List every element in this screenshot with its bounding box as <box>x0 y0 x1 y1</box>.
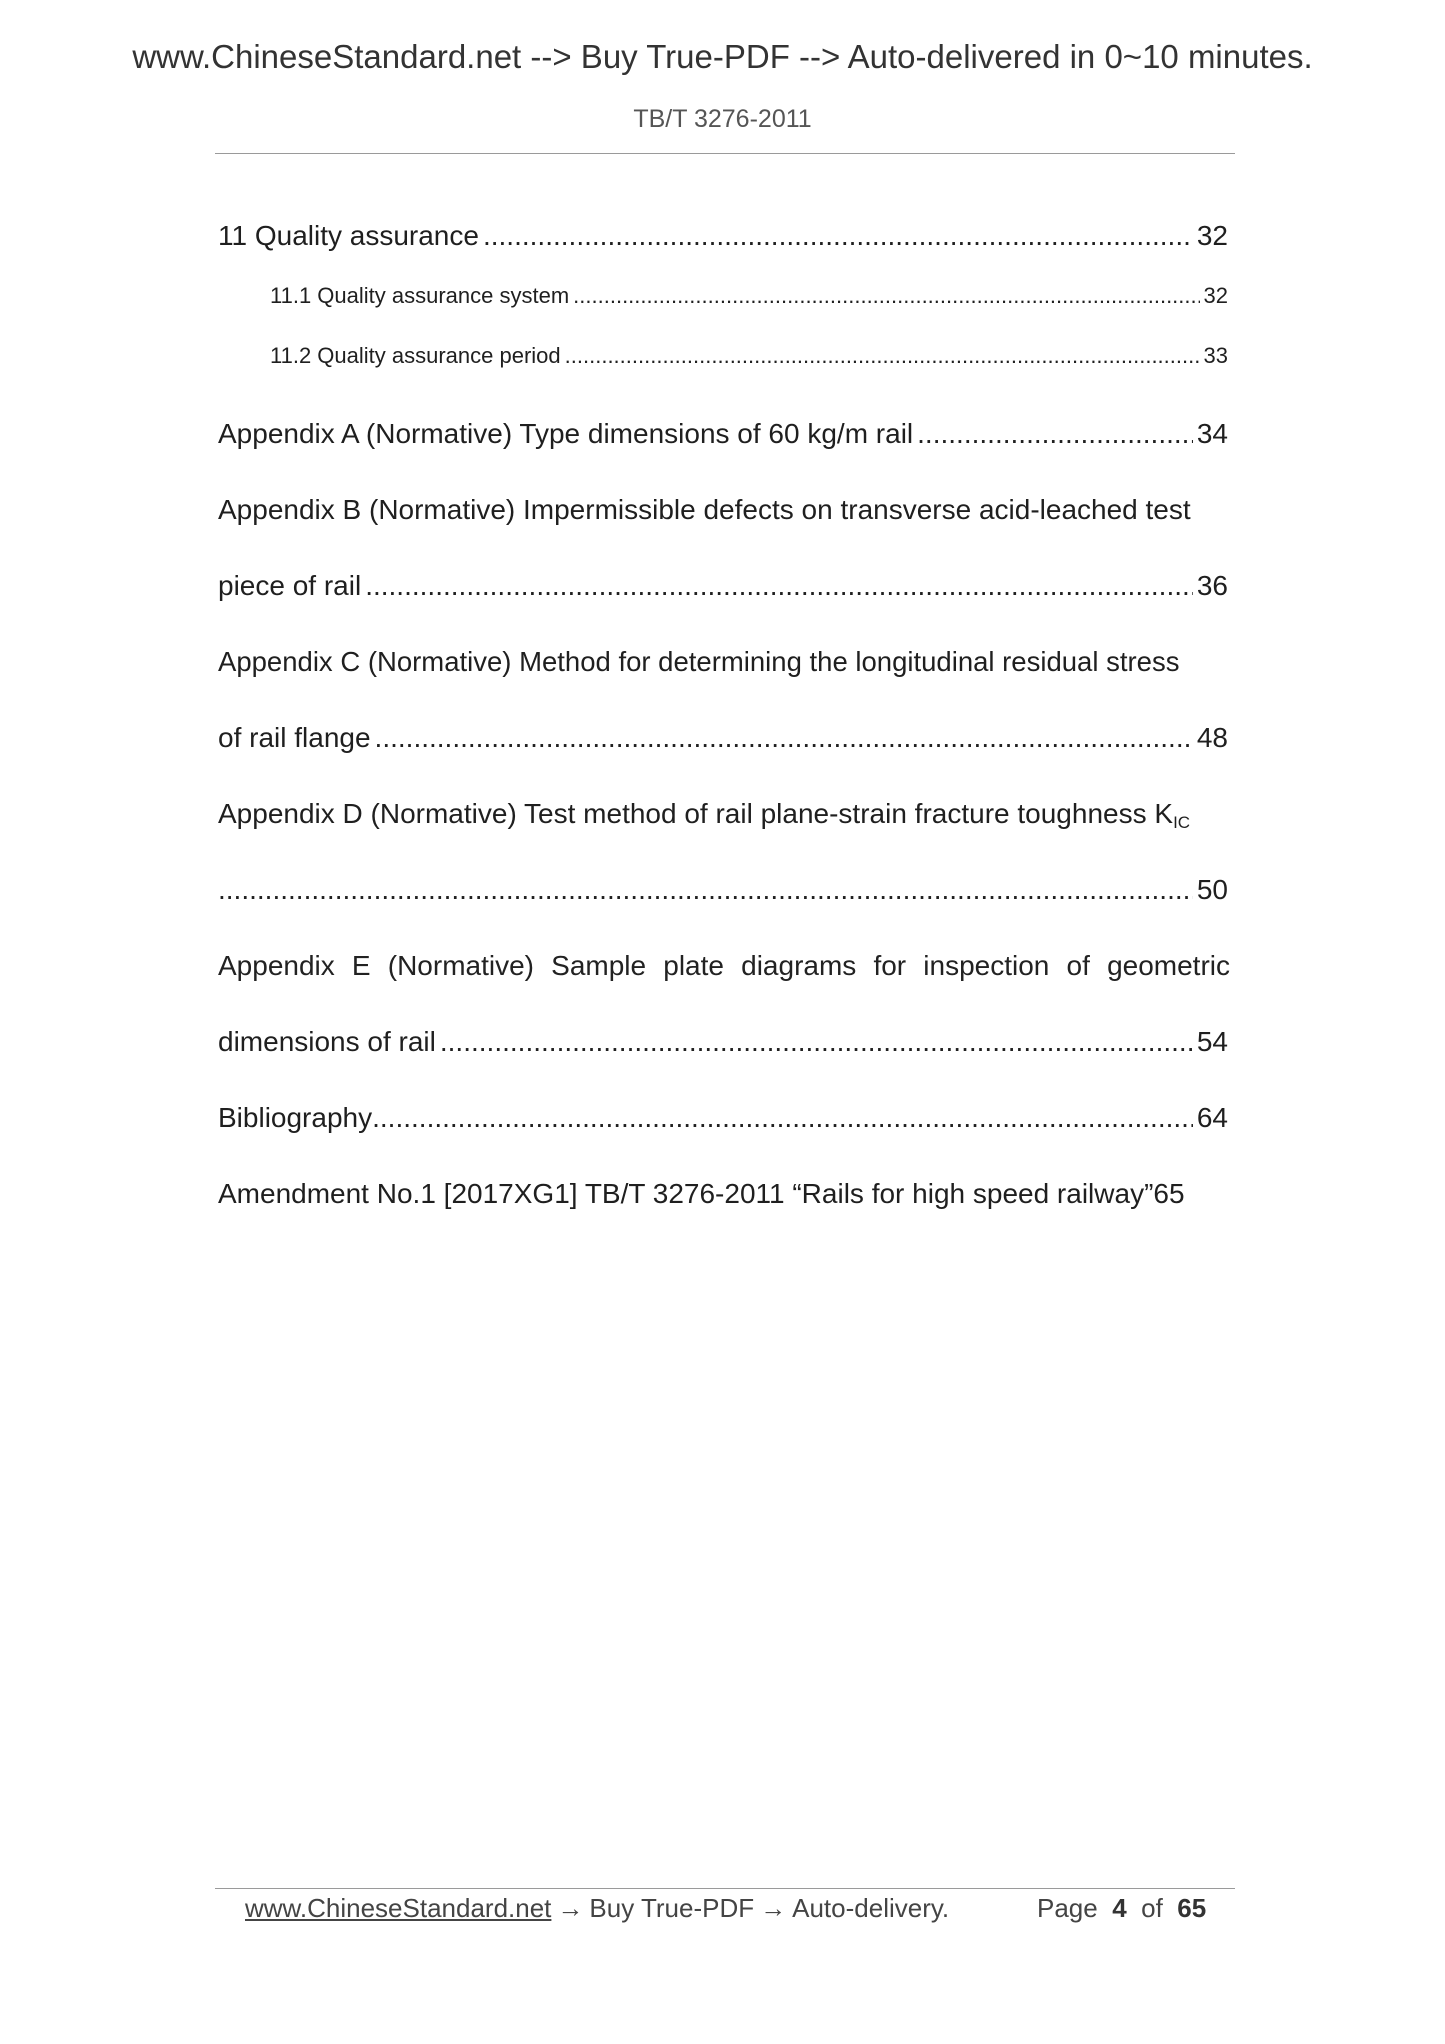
toc-entry-page: 64 <box>1196 1102 1228 1133</box>
toc-leader-dots <box>218 874 1193 906</box>
toc-entry-page: 54 <box>1196 1026 1228 1057</box>
toc-entry-bibliography[interactable] <box>218 1102 1228 1134</box>
arrow-right-icon: → <box>557 1893 584 1923</box>
toc-entry-page: 33 <box>1203 343 1228 368</box>
toc-entry-page: 36 <box>1196 570 1228 601</box>
auto-delivery-text: Auto-delivery. <box>792 1893 950 1923</box>
document-code: TB/T 3276-2011 <box>633 105 812 133</box>
word: (Normative) <box>387 950 534 981</box>
toc-leader-dots <box>565 343 1200 369</box>
toc-entry-appendix-d[interactable] <box>218 874 1228 906</box>
toc-entry-page: 32 <box>1203 283 1228 308</box>
page-indicator <box>1037 1893 1206 1924</box>
subscript-ic: IC <box>1173 813 1191 832</box>
page-footer <box>245 1893 1215 1924</box>
toc-entry-title: Appendix B (Normative) Impermissible defects on transverse acid-leached test <box>218 494 1191 525</box>
toc-entry-title-cont: of rail flange <box>218 722 371 753</box>
buy-true-pdf-text: Buy True-PDF <box>589 1893 755 1923</box>
toc-entry-title: Amendment No.1 [2017XG1] TB/T 3276-2011 “Rails for high speed railway” <box>218 1178 1154 1209</box>
word: Appendix <box>218 950 335 981</box>
toc-entry-11[interactable] <box>218 220 1228 252</box>
website-link[interactable]: www.ChineseStandard.net <box>245 1893 552 1923</box>
toc-leader-dots <box>365 570 1193 602</box>
toc-entry-appendix-a[interactable] <box>218 418 1228 450</box>
toc-entry-title: 11 Quality assurance <box>218 220 479 251</box>
word: Sample <box>551 950 647 981</box>
toc-entry-page: 48 <box>1196 722 1228 753</box>
toc-entry-page: 34 <box>1196 418 1228 449</box>
footer-divider <box>215 1888 1235 1889</box>
toc-leader-dots <box>375 722 1193 754</box>
toc-entry-page: 65 <box>1153 1178 1185 1209</box>
page-label: Page <box>1037 1893 1098 1923</box>
toc-entry-appendix-b[interactable] <box>218 570 1228 602</box>
word: plate <box>663 950 724 981</box>
toc-leader-dots <box>573 283 1199 309</box>
toc-entry-title: Appendix A (Normative) Type dimensions of 60 kg/m rail <box>218 418 914 449</box>
toc-entry-title <box>218 798 1190 833</box>
toc-entry-11-2[interactable] <box>270 343 1228 369</box>
toc-entry-title-cont: dimensions of rail <box>218 1026 436 1057</box>
page-total: 65 <box>1177 1893 1207 1923</box>
word: inspection <box>923 950 1050 981</box>
toc-entry-title-cont: piece of rail <box>218 570 362 601</box>
toc-entry-appendix-c-line1[interactable] <box>218 646 1230 678</box>
toc-leader-dots <box>483 220 1193 252</box>
toc-entry-page: 32 <box>1196 220 1228 251</box>
toc-entry-title: Bibliography <box>218 1102 373 1133</box>
toc-leader-dots <box>372 1102 1193 1134</box>
word: E <box>351 950 371 981</box>
toc-entry-title: Appendix C (Normative) Method for determining the longitudinal residual stress <box>218 646 1180 677</box>
toc-entry-title: 11.1 Quality assurance system <box>270 283 570 308</box>
toc-entry-appendix-e[interactable] <box>218 1026 1228 1058</box>
toc-entry-page: 50 <box>1196 874 1228 905</box>
toc-entry-appendix-b-line1[interactable] <box>218 494 1230 526</box>
word: for <box>873 950 907 981</box>
toc-entry-11-1[interactable] <box>270 283 1228 309</box>
toc-entry-title-main: Appendix D (Normative) Test method of rail plane-strain fracture toughness K <box>218 798 1174 829</box>
word: geometric <box>1107 950 1230 981</box>
toc-entry-appendix-d-line1[interactable] <box>218 798 1230 833</box>
page-of-label: of <box>1141 1893 1163 1923</box>
toc-leader-dots <box>440 1026 1193 1058</box>
banner-text: www.ChineseStandard.net --> Buy True-PDF --> Auto-delivered in 0~10 minutes. <box>132 38 1313 75</box>
toc-entry-amendment[interactable] <box>218 1178 1230 1210</box>
word: diagrams <box>741 950 857 981</box>
toc-entry-title: 11.2 Quality assurance period <box>270 343 561 368</box>
page-current: 4 <box>1112 1893 1127 1923</box>
toc-leader-dots <box>917 418 1193 450</box>
toc-entry-appendix-e-line1[interactable] <box>218 950 1230 982</box>
arrow-right-icon: → <box>760 1893 787 1923</box>
word: of <box>1066 950 1090 981</box>
toc-entry-appendix-c[interactable] <box>218 722 1228 754</box>
